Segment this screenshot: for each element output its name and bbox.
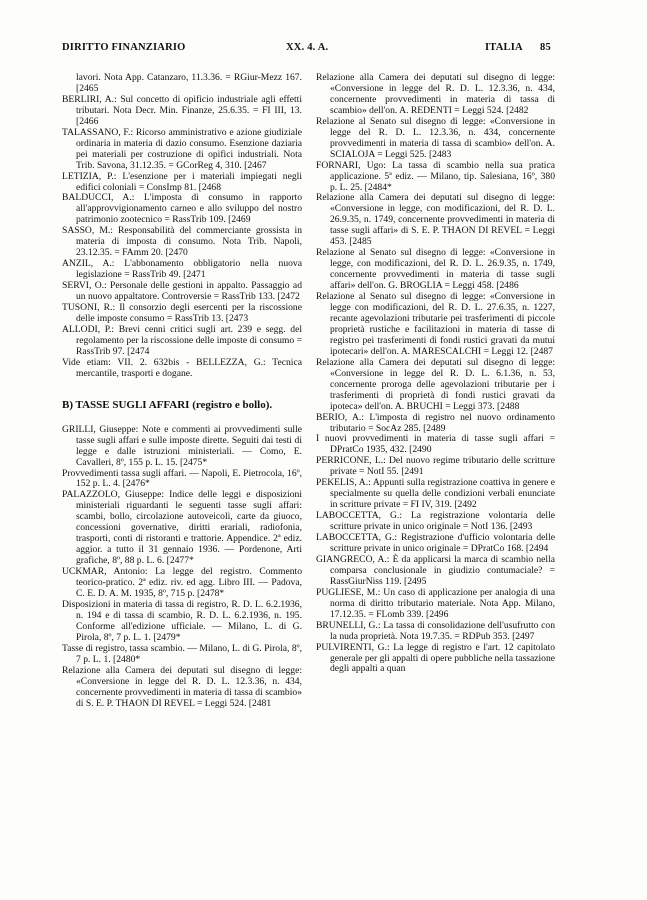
bibliography-entry: GRILLI, Giuseppe: Note e commenti ai provvedimenti sulle tasse sugli affari e sulle imposte dirette. Seguiti dai testi di legge e dalle istruzioni ministeriali. — Como, E. Cavalleri, 8º, 155 p. L. 15. [2475* [62, 423, 302, 468]
bibliography-entry: BRUNELLI, G.: La tassa di consolidazione dell'usufrutto con la nuda proprietà. Nota 19.7.35. = RDPub 353. [2497 [316, 619, 555, 642]
page-number: 85 [540, 42, 551, 53]
bibliography-entry: PALAZZOLO, Giuseppe: Indice delle leggi e disposizioni ministeriali riguardanti le seguenti tasse sugli affari: scambi, bollo, circolazione autoveicoli, carte da giuoco, concessioni governative, diritti erariali, radiofonia, trasporti, conti di ristoranti e trattorie. Appendice. 2ª ediz. aggior. a tutto il 31 gennaio 1936. — Pordenone, Arti grafiche, 8º, 88 p. L. 6. [2477* [62, 489, 302, 567]
bibliography-entry: I nuovi provvedimenti in materia di tasse sugli affari = DPratCo 1935, 432. [2490 [316, 433, 555, 456]
bibliography-entry: Tasse di registro, tassa scambio. — Milano, L. di G. Pirola, 8º, 7 p. L. 1. [2480* [62, 642, 302, 665]
left-entries-after [62, 425, 302, 710]
bibliography-entry: Disposizioni in materia di tassa di registro, R. D. L. 6.2.1936, n. 194 e di tassa di scambio, R. D. L. 6.2.1936, n. 195. Conforme all'edizione ufficiale. — Milano, L. di G. Pirola, 8º, 7 p. L. 1. [2479* [62, 598, 302, 643]
header-country: ITALIA [485, 42, 523, 53]
bibliography-entry: PEKELIS, A.: Appunti sulla registrazione coattiva in genere e specialmente su quella delle condizioni verbali enunciate in scritture private = FI IV, 319. [2492 [316, 477, 555, 511]
left-column [62, 73, 302, 709]
bibliography-entry: Relazione alla Camera dei deputati sul disegno di legge: «Conversione in legge del R. D. L. 12.3.36, n. 434, concernente provvedimenti in materia di tassa di scambio» dell'on. A. REDENTI = Leggi 524. [2482 [316, 72, 555, 116]
bibliography-entry: GIANGRECO, A.: È da applicarsi la marca di scambio nella comparsa conclusionale in giudizio contumaciale? = RassGiurNiss 119. [2495 [316, 553, 555, 587]
bibliography-entry: PULVIRENTI, G.: La legge di registro e l'art. 12 capitolato generale per gli appalti di opere pubbliche nella tassazione degli appalti a quan [316, 641, 555, 675]
bibliography-entry: UCKMAR, Antonio: La legge del registro. Commento teorico-pratico. 2ª ediz. riv. ed agg. Libro III. — Padova, C. E. D. A. M. 1935, 8º, 715 p. [2478* [62, 566, 302, 599]
bibliography-entry: BALDUCCI, A.: L'imposta di consumo in rapporto all'approvvigionamento carneo e allo sviluppo del nostro patrimonio zootecnico = RassTrib 109. [2469 [62, 192, 302, 226]
bibliography-entry: Provvedimenti tassa sugli affari. — Napoli, E. Pietrocola, 16º, 152 p. L. 4. [2476* [62, 467, 302, 490]
bibliography-entry: FORNARI, Ugo: La tassa di scambio nella sua pratica applicazione. 5ª ediz. — Milano, tip. Salesiana, 16º, 380 p. L. 25. [2484* [316, 159, 555, 193]
bibliography-entry: Relazione alla Camera dei deputati sul disegno di legge: «Conversione in legge del R. D. L. 6.1.36, n. 53, concernente proroga delle agevolazioni tributarie per i trasferimenti di proprietà di fondi rustici gravati da ipoteca» dell'on. A. BRUCHI = Leggi 373. [2488 [316, 356, 555, 412]
bibliography-entry: ALLODI, P.: Brevi cenni critici sugli art. 239 e segg. del regolamento per la riscossione delle imposte di consumo = RassTrib 97. [2474 [62, 323, 302, 357]
header-section-code: XX. 4. A. [286, 42, 329, 53]
bibliography-entry: SASSO, M.: Responsabilità del commerciante grossista in materia di imposta di consumo. Nota Trib. Napoli, 23.12.35. = FAmm 20. [2470 [62, 225, 302, 259]
bibliography-entry: PERRICONE, L.: Del nuovo regime tributario delle scritture private = NotI 55. [2491 [316, 455, 555, 478]
bibliography-entry: Relazione alla Camera dei deputati sul disegno di legge: «Conversione in legge del R. D. L. 12.3.36, n. 434, concernente provvedimenti in materia di tassa di scambio» di S. E. P. THAON DI REVEL = Leggi 524. [2481 [62, 664, 302, 709]
bibliography-entry: PUGLIESE, M.: Un caso di applicazione per analogia di una norma di diritto tributario materiale. Nota App. Milano, 17.12.35. = FLomb 339. [2496 [316, 586, 555, 620]
bibliography-entry: Relazione al Senato sul disegno di legge: «Conversione in legge con modificazioni, del R. D. L. 27.6.35, n. 1227, recante agevolazioni tributarie pei trasferimenti di piccole proprietà rustiche e facilitazioni in materia di tasse di registro pei trasferimenti di fondi rustici gravati da mutui ipotecari» dell'on. A. MARESCALCHI = Leggi 12. [2487 [316, 291, 555, 357]
right-column [316, 73, 555, 675]
header-journal-title: DIRITTO FINANZIARIO [62, 42, 186, 53]
bibliography-entry: BERIO, A.: L'imposta di registro nel nuovo ordinamento tributario = SocAz 285. [2489 [316, 411, 555, 434]
bibliography-entry: Relazione alla Camera dei deputati sul disegno di legge: «Conversione in legge, con modificazioni, del R. D. L. 26.9.35, n. 1749, concernente provvedimenti in materia di tasse sugli affari» di S. E. P. THAON DI REVEL = Leggi 453. [2485 [316, 192, 555, 248]
bibliography-entry: ANZIL, A.: L'abbonamento obbligatorio nella nuova legislazione = RassTrib 49. [2471 [62, 258, 302, 281]
bibliography-entry: BERLIRI, A.: Sul concetto di opificio industriale agli effetti tributari. Nota Decr. Min. Finanze, 25.6.35. = FI III, 13. [2466 [62, 93, 302, 127]
bibliography-entry: LABOCCETTA, G.: La registrazione volontaria delle scritture private in unico originale = NotI 136. [2493 [316, 510, 555, 533]
bibliography-entry: SERVI, O.: Personale delle gestioni in appalto. Passaggio ad un nuovo appaltatore. Controversie = RassTrib 133. [2472 [62, 280, 302, 303]
bibliography-entry: Vide etiam: VII. 2. 632bis - BELLEZZA, G.: Tecnica mercantile, trasporti e dogane. [62, 356, 302, 379]
bibliography-entry: TUSONI, R.: Il consorzio degli esercenti per la riscossione delle imposte consumo = RassTrib 13. [2473 [62, 302, 302, 324]
bibliography-entry: lavori. Nota App. Catanzaro, 11.3.36. = RGiur-Mezz 167. [2465 [76, 72, 302, 94]
bibliography-entry: TALASSANO, F.: Ricorso amministrativo e azione giudiziale ordinaria in materia di dazio consumo. Esenzione daziaria pei materiali per costruzione di opifici industriali. Nota Trib. Savona, 31.12.35. = GCorReg 4, 310. [2467 [62, 126, 302, 171]
bibliography-entry: LETIZIA, P.: L'esenzione per i materiali impiegati negli edifici coloniali = ConsImp 81. [2468 [62, 170, 302, 193]
bibliography-entry: Relazione al Senato sul disegno di legge: «Conversione in legge, con modificazioni, del R. D. L. 26.9.35, n. 1749, concernente provvedimenti in materia di tasse sugli affari» dell'on. G. BROGLIA = Leggi 458. [2486 [316, 247, 555, 292]
right-entries [316, 73, 555, 675]
bibliography-entry: Relazione al Senato sul disegno di legge: «Conversione in legge del R. D. L. 12.3.36, n. 434, concernente provvedimenti in materia di tassa di scambio» dell'on. A. SCIALOJA = Leggi 525. [2483 [316, 115, 555, 160]
left-entries-before [62, 73, 302, 380]
section-title: B) TASSE SUGLI AFFARI (registro e bollo). [62, 398, 273, 411]
bibliography-entry: LABOCCETTA, G.: Registrazione d'ufficio volontaria delle scritture private in unico originale = DPratCo 168. [2494 [316, 532, 555, 554]
